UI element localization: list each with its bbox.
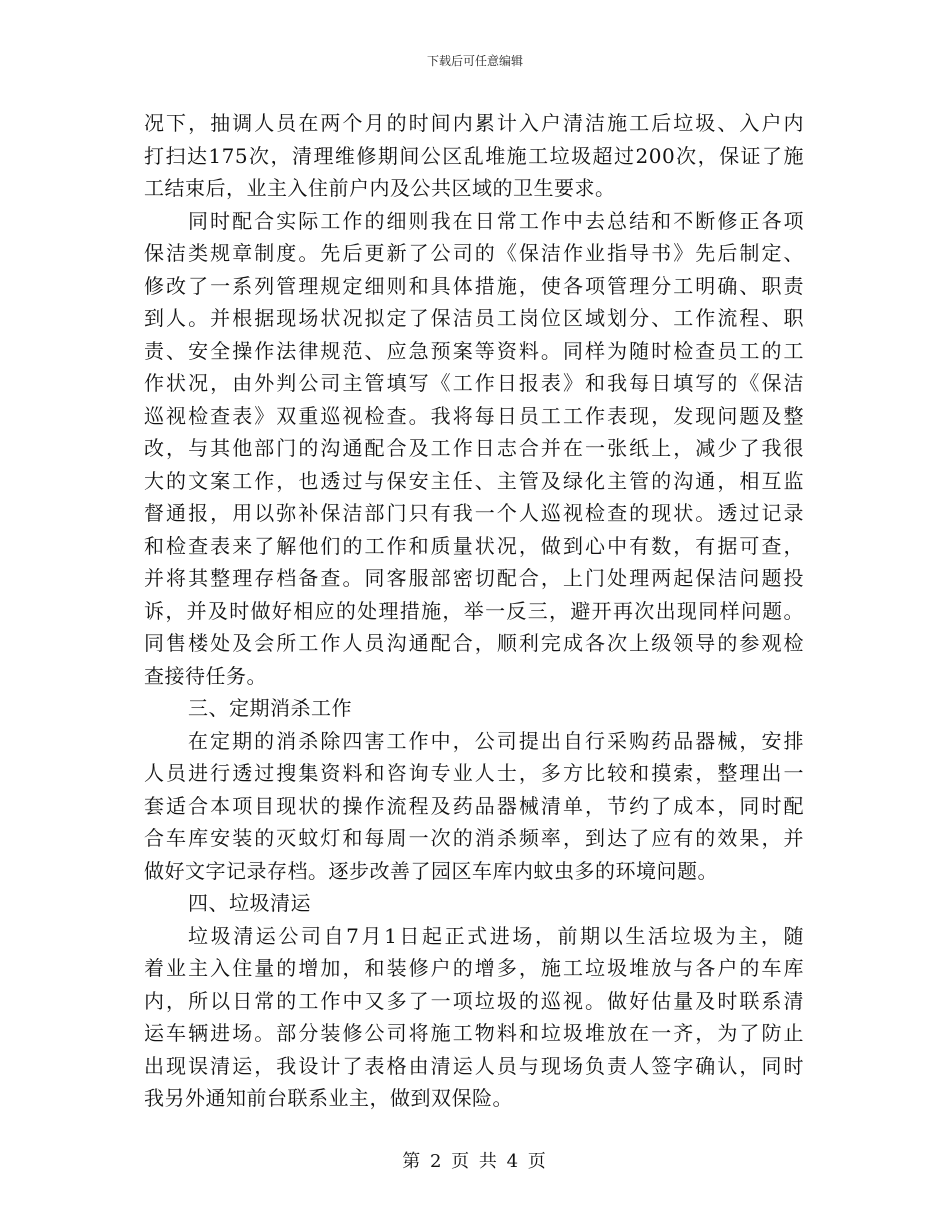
text-line: 工结束后，业主入住前户内及公共区域的卫生要求。 <box>144 176 616 200</box>
text-line: 改，与其他部门的沟通配合及工作日志合并在一张纸上，减少了我很 <box>144 436 804 460</box>
text-line: 责、安全操作法律规范、应急预案等资料。同样为随时检查员工的工 <box>144 338 804 363</box>
text-line: 做好文字记录存档。逐步改善了园区车库内蚊虫多的环境问题。 <box>144 858 718 883</box>
section-heading: 三、定期消杀工作 <box>188 696 352 720</box>
text-line: 着业主入住量的增加，和装修户的增多，施工垃圾堆放与各户的车库 <box>144 956 804 980</box>
text-line: 套适合本项目现状的操作流程及药品器械清单，节约了成本，同时配 <box>144 793 804 818</box>
text-line: 合车库安装的灭蚊灯和每周一次的消杀频率，到达了应有的效果，并 <box>144 826 804 850</box>
text-line: 巡视检查表》双重巡视检查。我将每日员工工作表现，发现问题及整 <box>144 403 804 428</box>
text-line: 到人。并根据现场状况拟定了保洁员工岗位区域划分、工作流程、职 <box>144 306 804 330</box>
text-line: 作状况，由外判公司主管填写《工作日报表》和我每日填写的《保洁 <box>144 371 804 395</box>
document-body <box>144 107 804 1115</box>
text-line: 同售楼处及会所工作人员沟通配合，顺利完成各次上级领导的参观检 <box>144 631 804 655</box>
text-line: 在定期的消杀除四害工作中，公司提出自行采购药品器械，安排 <box>188 728 804 753</box>
text-line: 打扫达175次，清理维修期间公区乱堆施工垃圾超过200次，保证了施 <box>144 143 804 168</box>
section-heading: 四、垃圾清运 <box>188 891 311 915</box>
page-footer: 第 2 页 共 4 页 <box>402 1151 548 1172</box>
text-line: 同时配合实际工作的细则我在日常工作中去总结和不断修正各项 <box>188 208 804 233</box>
text-line: 人员进行透过搜集资料和咨询专业人士，多方比较和摸索，整理出一 <box>144 761 804 785</box>
text-line: 保洁类规章制度。先后更新了公司的《保洁作业指导书》先后制定、 <box>144 241 804 265</box>
text-line: 查接待任务。 <box>144 663 267 688</box>
text-line: 我另外通知前台联系业主，做到双保险。 <box>144 1086 513 1110</box>
text-line: 并将其整理存档备查。同客服部密切配合，上门处理两起保洁问题投 <box>144 566 804 590</box>
text-line: 出现误清运，我设计了表格由清运人员与现场负责人签字确认，同时 <box>144 1053 804 1078</box>
text-line: 运车辆进场。部分装修公司将施工物料和垃圾堆放在一齐，为了防止 <box>144 1021 804 1045</box>
text-line: 垃圾清运公司自7月1日起正式进场，前期以生活垃圾为主，随 <box>188 923 804 948</box>
text-line: 大的文案工作，也透过与保安主任、主管及绿化主管的沟通，相互监 <box>144 468 804 493</box>
text-line: 况下，抽调人员在两个月的时间内累计入户清洁施工后垃圾、入户内 <box>144 111 804 135</box>
text-line: 修改了一系列管理规定细则和具体措施，使各项管理分工明确、职责 <box>144 273 804 298</box>
text-line: 督通报，用以弥补保洁部门只有我一个人巡视检查的现状。透过记录 <box>144 501 804 525</box>
text-line: 和检查表来了解他们的工作和质量状况，做到心中有数，有据可查， <box>144 533 804 558</box>
page-header: 下载后可任意编辑 <box>426 54 523 68</box>
text-line: 诉，并及时做好相应的处理措施，举一反三，避开再次出现同样问题。 <box>144 598 804 623</box>
text-line: 内，所以日常的工作中又多了一项垃圾的巡视。做好估量及时联系清 <box>144 988 804 1013</box>
